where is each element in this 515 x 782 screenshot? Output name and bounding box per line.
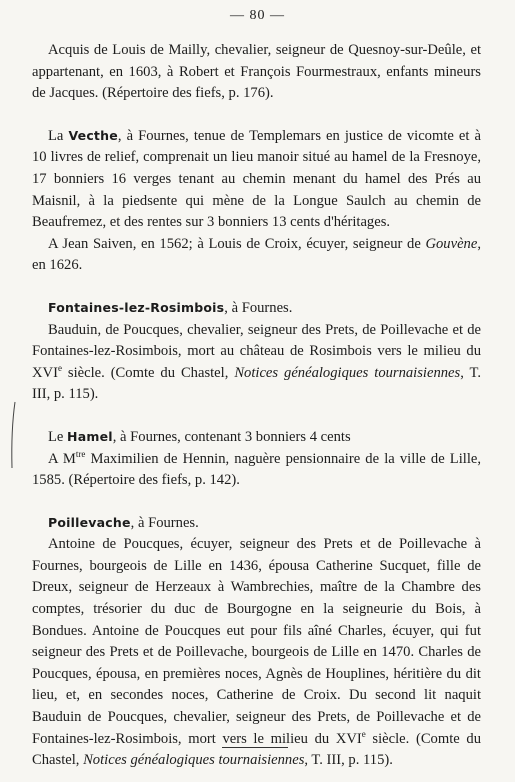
entry-vecthe: [32, 125, 481, 277]
paragraph: [32, 426, 481, 449]
entry-poillevache: [32, 512, 481, 772]
entry-text: , à Fournes.: [130, 514, 199, 531]
entry-heading: Vecthe: [68, 127, 118, 143]
entry-heading: Fontaines-lez-Rosimbois: [48, 299, 225, 315]
entry-heading: Poillevache: [48, 514, 131, 530]
paragraph-text: siècle. (Comte du Chastel,: [61, 364, 235, 381]
paragraph: [32, 297, 481, 320]
paragraph-text: A Jean Saiven, en 1562; à Louis de Croix, écuyer, seigneur de: [48, 235, 426, 252]
superscript: e: [57, 362, 62, 373]
paragraph: [32, 449, 481, 492]
paragraph-text: Maximilien de Hennin, naguère pensionnaire de la ville de Lille, 1585. (Répertoire des fiefs, p. 142).: [32, 450, 482, 489]
paragraph: [32, 125, 481, 234]
entry-text: , à Fournes, tenue de Templemars en justice de vicomte et à 10 livres de relief, comprenait un lieu manoir situé au hamel de la Fresnoye, 17 bonniers 16 verges tenant au chemin menant du hamel des Prés au Maisnil, à la piedsente qui mène de la Longue Saulch au chemin de Beaufremez, et des rentes sur 3 bonniers 13 cents d'héritages.: [32, 127, 481, 231]
italic-citation: Notices généalogiques tournaisiennes: [83, 752, 305, 769]
entry-prefix: La: [48, 127, 69, 144]
paragraph-text: , en 1626.: [32, 235, 481, 274]
superscript: e: [361, 728, 366, 739]
paragraph-text: , T. III, p. 115).: [304, 752, 393, 769]
paragraph-text: , T. III, p. 115).: [32, 364, 482, 403]
paragraph-text: Bauduin, de Poucques, chevalier, seigneur des Prets, de Poillevache et de Fontaines-lez-Rosimbois, mort au château de Rosimbois vers le milieu du XVI: [32, 321, 481, 381]
paragraph: [32, 234, 481, 277]
paragraph: [32, 534, 481, 772]
entry-prefix: Le: [48, 428, 68, 445]
paragraph-text: A M: [48, 450, 76, 467]
italic-citation: Notices généalogiques tournaisiennes: [234, 364, 461, 381]
entry-text: , à Fournes, contenant 3 bonniers 4 cents: [112, 428, 351, 445]
paragraph-text: siècle. (Comte du Chastel,: [32, 730, 481, 769]
page-body: [32, 40, 481, 782]
entry-fontaines: [32, 297, 481, 406]
paragraph-text: Antoine de Poucques, écuyer, seigneur des Prets et de Poillevache à Fournes, bourgeois de Lille en 1436, épousa Catherine Sucquet, fille de Dreux, seigneur de Herzeaux à Wambrechies, maître de la Chambre des comptes, trésorier du duc de Bourgogne en la seigneurie du Bois, à Bondues. Antoine de Poucques eut pour fils aîné Charles, écuyer, qui fut seigneur des Prets et de Poillevache, bourgeois de Lille en 1470. Charles de Poucques, épousa, en premières noces, Agnès de Houplines, héritière du dit lieu, et, en secondes noces, Catherine de Croix. Du second lit naquit Bauduin de Poucques, chevalier, seigneur des Prets, de Poillevache et de Fontaines-lez-Rosimbois, mort vers le milieu du XVI: [32, 536, 481, 747]
end-rule: [222, 747, 288, 748]
page-number: — 80 —: [230, 8, 285, 23]
paragraph: [32, 512, 481, 535]
paragraph: Acquis de Louis de Mailly, chevalier, seigneur de Quesnoy-sur-Deûle, et appartenant, en 1603, à Robert et François Fourmestraux, enfants mineurs de Jacques. (Répertoire des fiefs, p. 176).: [32, 42, 481, 102]
entry-continuation: [32, 40, 481, 105]
entry-heading: Hamel: [67, 428, 113, 444]
margin-pencil-mark: [9, 400, 17, 470]
italic-place-name: Gouvène: [425, 235, 478, 252]
entry-text: , à Fournes.: [224, 299, 293, 316]
entry-hamel: [32, 426, 481, 492]
superscript: tre: [75, 448, 86, 459]
paragraph: [32, 320, 481, 406]
